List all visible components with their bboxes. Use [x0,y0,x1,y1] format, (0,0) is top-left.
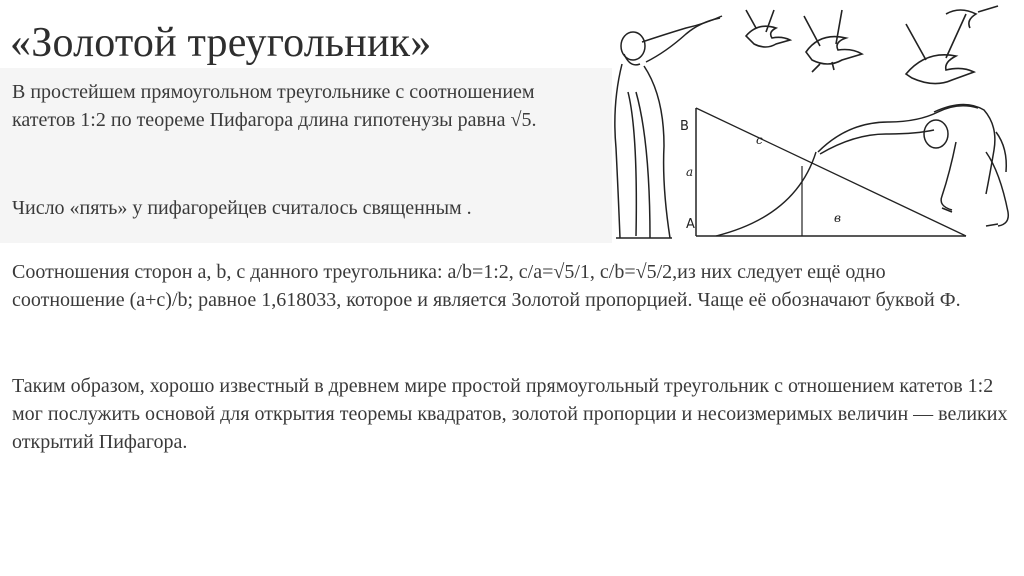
intro-paragraph-number-five: Число «пять» у пифагорейцев считалось священным . [12,197,472,219]
standing-figure-drawing [615,16,722,238]
birds-drawing [746,6,998,84]
label-a: a [686,165,694,179]
construction-arc [716,152,816,236]
ratios-paragraph: Соотношения сторон а, b, с данного треугольника: a/b=1:2, c/a=√5/1, c/b=√5/2,из них следует ещё одно соотношение (а+с)/b; равное 1,618033, которое и является Золотой пропорцией. Чаще её обозначают буквой Ф. [12,261,961,311]
slide-title: «Золотой треугольник» [10,20,432,66]
intro-paragraph-hypotenuse: В простейшем прямоугольном треугольнике с соотношением катетов 1:2 по теореме Пифагора длина гипотенузы равна √5. [12,81,537,131]
label-B: B [680,119,689,134]
label-A: A [686,217,695,232]
bending-figure-drawing [818,104,1008,226]
label-b: в [834,211,841,225]
label-c: c [756,133,763,147]
pythagoras-triangle-illustration [606,2,1024,246]
conclusion-paragraph: Таким образом, хорошо известный в древнем мире простой прямоугольный треугольник с отношением катетов 1:2 мог послужить основой для открытия теоремы квадратов, золотой пропорции и несоизмеримых величин — великих открытий Пифагора. [12,375,1008,453]
